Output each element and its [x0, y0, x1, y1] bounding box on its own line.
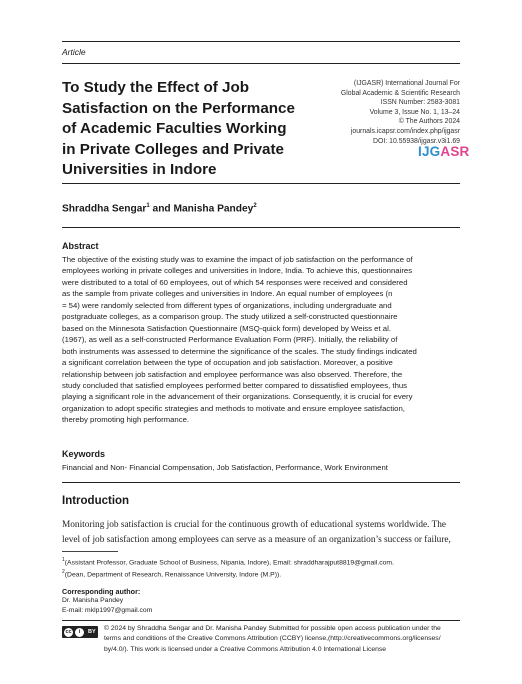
abstract-line: were distributed to a total of 60 employees, out of which 54 responses were received and considered: [62, 277, 408, 287]
author-2-affiliation: 2: [253, 203, 257, 209]
keywords-list: Financial and Non- Financial Compensation, Job Satisfaction, Performance, Work Environment: [62, 463, 388, 472]
journal-logo: [418, 144, 469, 159]
abstract-line: playing a significant role in the advancement of their organizations. Consequently, it is crucial for every: [62, 392, 413, 402]
top-rule: [62, 41, 460, 42]
issn: ISSN Number: 2583-3081: [380, 99, 460, 107]
cc-icon: cc: [65, 629, 72, 635]
footnote-2: [62, 569, 460, 578]
logo-part-1: IJG: [418, 144, 441, 159]
abstract-line: = 54) were randomly selected from different types of organizations, including undergraduate and: [62, 300, 392, 310]
title-line: Universities in Indore: [62, 161, 217, 179]
abstract-line: relationship between job satisfaction and employee performance was also observed. Therefore, the: [62, 369, 403, 379]
corresponding-author-email[interactable]: E-mail: mklp1997@gmail.com: [62, 607, 153, 614]
attribution-icon: i: [75, 628, 84, 637]
keywords-heading: Keywords: [62, 449, 106, 459]
title-line: in Private Colleges and Private: [62, 140, 284, 158]
article-type-label: Article: [62, 47, 86, 57]
license-text: [104, 624, 460, 655]
introduction-heading: Introduction: [62, 495, 130, 507]
introduction-line: Monitoring job satisfaction is crucial for the continuous growth of educational systems worldwide. The: [62, 520, 447, 530]
title-line: of Academic Faculties Working: [62, 120, 287, 138]
abstract-line: a significant correlation between the type of occupation and job satisfaction. Moreover, a positive: [62, 358, 393, 368]
copyright: © The Authors 2024: [398, 118, 460, 126]
cc-by-license-icon[interactable]: [62, 626, 98, 638]
title-line: To Study the Effect of Job: [62, 79, 250, 96]
journal-info: [300, 79, 460, 146]
journal-name-line: Global Academic & Scientific Research: [340, 89, 460, 97]
corresponding-author-heading: Corresponding author:: [62, 587, 141, 596]
footnote-1-text: (Assistant Professor, Graduate School of Business, Nipania, Indore), Email: shraddharajput8819@gmail.com.: [64, 559, 394, 567]
abstract-line: based on the Minnesota Satisfaction Questionnaire (MSQ-quick form) developed by Weiss et al.: [62, 323, 391, 333]
abstract-line: as the sample from private colleges and universities in Indore. An equal number of employees (n: [62, 289, 393, 299]
corresponding-author-name: Dr. Manisha Pandey: [62, 597, 124, 604]
introduction-body: [62, 518, 460, 547]
logo-part-2: ASR: [440, 144, 470, 159]
footnote-1-number: 1: [62, 557, 65, 563]
abstract-line: employees working in private colleges and universities in Indore, India. To achieve this, questionnaires: [62, 266, 413, 276]
footnote-separator: [62, 551, 118, 552]
by-label: BY: [88, 629, 96, 635]
footnote-2-number: 2: [62, 569, 65, 575]
header-rule: [62, 63, 460, 64]
abstract-line: postgraduate colleges, as a comparison group. The study utilized a self-constructed questionnaire: [62, 312, 398, 322]
introduction-line: level of job satisfaction among employees can serve as a measure of an organization’s success or failure,: [62, 534, 451, 545]
abstract-line: thereby promoting high performance.: [62, 415, 190, 425]
keywords-rule: [62, 482, 460, 483]
abstract-line: both instruments was assessed to determine the significance of the scales. The study findings indicated: [62, 346, 417, 356]
authors-rule: [62, 227, 460, 228]
journal-name-line: (IJGASR) International Journal For: [353, 80, 460, 87]
author-1: Shraddha Sengar: [62, 203, 147, 215]
journal-url[interactable]: journals.icapsr.com/index.php/ijgasr: [350, 127, 460, 135]
license-line: © 2024 by Shraddha Sengar and Dr. Manisha Pandey Submitted for possible open access publication under the: [104, 625, 441, 632]
license-line: by/4.0/). This work is licensed under a Creative Commons Attribution 4.0 International License: [104, 645, 387, 653]
footnote-2-text: (Dean, Department of Research, Renaissance University, Indore (M.P)).: [64, 571, 282, 579]
abstract-line: organization to adopt specific strategies and methods to motivate and ensure employee satisfaction,: [62, 403, 405, 413]
paper-title: [62, 78, 312, 181]
authors-conjunction: and: [149, 203, 174, 215]
abstract-line: (1967), as well as a self-constructed Performance Evaluation Form (PRF). Initially, the reliability of: [62, 335, 398, 345]
author-2: Manisha Pandey: [173, 203, 254, 215]
license-line: terms and conditions of the Creative Commons Attribution (CCBY) license,(http://creativecommons.org/licenses/: [104, 635, 441, 643]
footnote-1: [62, 557, 460, 566]
authors: [62, 203, 257, 214]
title-line: Satisfaction on the Performance: [62, 99, 295, 117]
abstract-line: The objective of the existing study was to examine the impact of job satisfaction on the performance of: [62, 255, 413, 264]
title-rule: [62, 183, 460, 184]
abstract-line: study concluded that satisfied employees performed better compared to dissatisfied employees, thus: [62, 380, 408, 390]
license-rule: [62, 620, 460, 621]
abstract-body: [62, 254, 460, 426]
volume-issue: Volume 3, Issue No. 1, 13–24: [369, 108, 460, 116]
abstract-heading: Abstract: [62, 241, 99, 251]
author-1-affiliation: 1: [146, 203, 150, 209]
doi[interactable]: DOI: 10.55938/ijgasr.v3i1.69: [373, 137, 460, 145]
